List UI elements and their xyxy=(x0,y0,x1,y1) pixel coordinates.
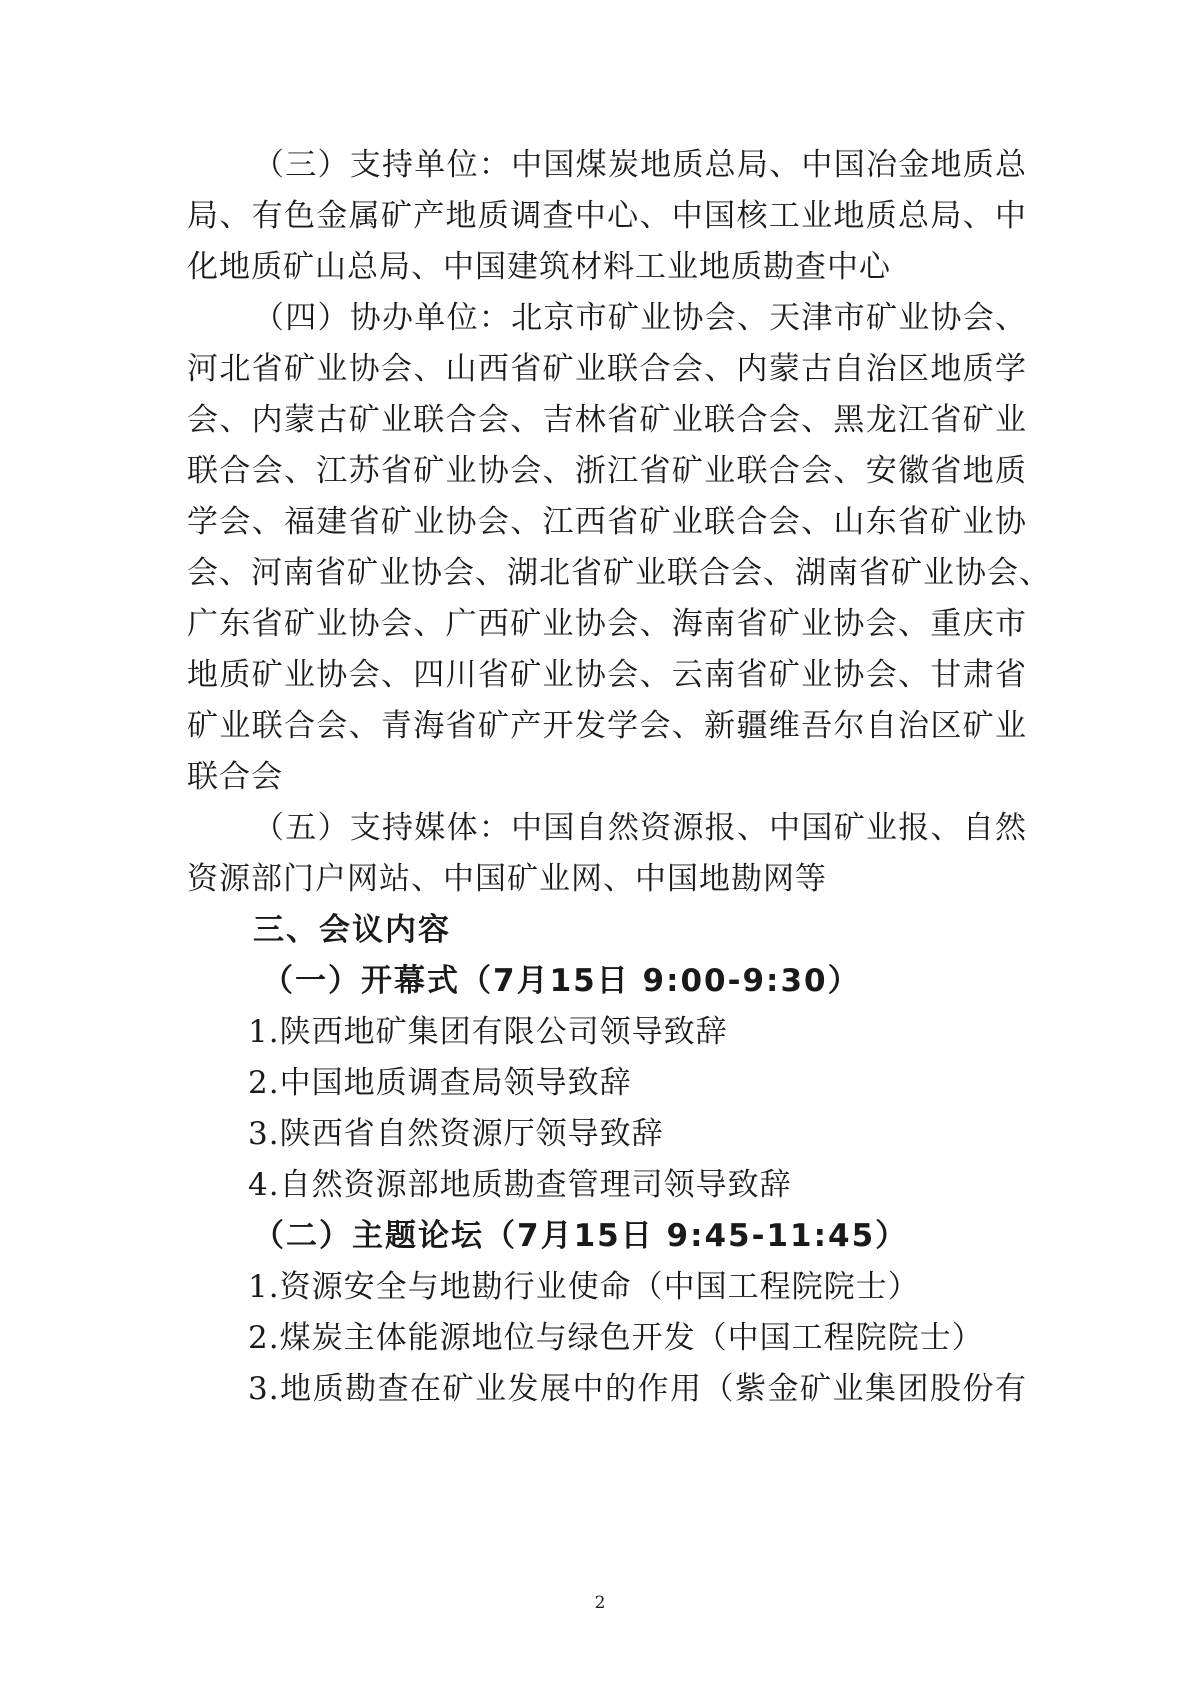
co-organizers-line-1: （四）协办单位：北京市矿业协会、天津市矿业协会、 xyxy=(253,300,1027,336)
forum-item-3: 3.地质勘查在矿业发展中的作用（紫金矿业集团股份有 xyxy=(248,1371,1027,1407)
section-heading: 三、会议内容 xyxy=(253,912,451,948)
opening-title: （一）开幕式（7月15日 9:00-9:30） xyxy=(262,963,861,999)
opening-item-1: 1.陕西地矿集团有限公司领导致辞 xyxy=(248,1014,728,1050)
co-organizers-line-8: 地质矿业协会、四川省矿业协会、云南省矿业协会、甘肃省 xyxy=(187,657,1027,693)
support-units-line-2: 局、有色金属矿产地质调查中心、中国核工业地质总局、中 xyxy=(187,198,1027,234)
co-organizers-line-5: 学会、福建省矿业协会、江西省矿业联合会、山东省矿业协 xyxy=(187,504,1027,540)
forum-title: （二）主题论坛（7月15日 9:45-11:45） xyxy=(253,1218,909,1254)
opening-item-4: 4.自然资源部地质勘查管理司领导致辞 xyxy=(248,1167,792,1203)
co-organizers-line-3: 会、内蒙古矿业联合会、吉林省矿业联合会、黑龙江省矿业 xyxy=(187,402,1027,438)
media-line-2: 资源部门户网站、中国矿业网、中国地勘网等 xyxy=(187,861,827,897)
support-units-line-3: 化地质矿山总局、中国建筑材料工业地质勘查中心 xyxy=(187,249,891,285)
opening-item-2: 2.中国地质调查局领导致辞 xyxy=(248,1065,632,1101)
page-number: 2 xyxy=(594,1593,606,1613)
co-organizers-line-2: 河北省矿业协会、山西省矿业联合会、内蒙古自治区地质学 xyxy=(187,351,1027,387)
support-units-line-1: （三）支持单位：中国煤炭地质总局、中国冶金地质总 xyxy=(253,147,1027,183)
opening-item-3: 3.陕西省自然资源厅领导致辞 xyxy=(248,1116,664,1152)
forum-item-2: 2.煤炭主体能源地位与绿色开发（中国工程院院士） xyxy=(248,1320,984,1356)
co-organizers-line-4: 联合会、江苏省矿业协会、浙江省矿业联合会、安徽省地质 xyxy=(187,453,1027,489)
co-organizers-line-10: 联合会 xyxy=(187,759,283,795)
media-line-1: （五）支持媒体：中国自然资源报、中国矿业报、自然 xyxy=(253,810,1027,846)
co-organizers-line-9: 矿业联合会、青海省矿产开发学会、新疆维吾尔自治区矿业 xyxy=(187,708,1027,744)
forum-item-1: 1.资源安全与地勘行业使命（中国工程院院士） xyxy=(248,1269,920,1305)
co-organizers-line-6: 会、河南省矿业协会、湖北省矿业联合会、湖南省矿业协会、 xyxy=(187,555,1051,591)
co-organizers-line-7: 广东省矿业协会、广西矿业协会、海南省矿业协会、重庆市 xyxy=(187,606,1027,642)
